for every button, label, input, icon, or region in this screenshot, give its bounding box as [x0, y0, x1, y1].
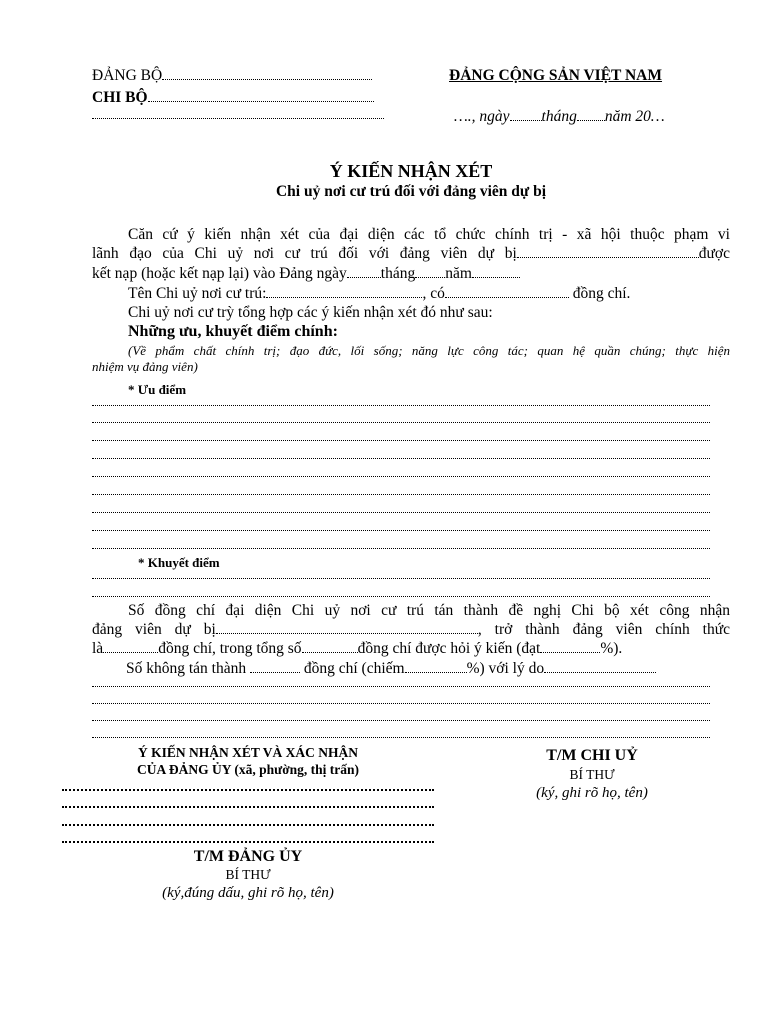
para2-text: đồng chí. [572, 285, 631, 302]
pros-line[interactable] [92, 494, 710, 495]
cons-label: * Khuyết điểm [138, 555, 220, 570]
date-year-label: năm 20… [604, 108, 665, 125]
strengths-heading: Những ưu, khuyết điểm chính: [128, 323, 338, 340]
para4-text: %). [600, 640, 623, 657]
para4-text: đảng viên dự bị [92, 621, 216, 638]
probationary-member-blank[interactable] [517, 245, 699, 258]
commune-opinion-subheading: CỦA ĐẢNG ỦY (xã, phường, thị trấn) [136, 762, 360, 777]
reason-line[interactable] [92, 720, 710, 721]
para1-line2 [92, 244, 730, 263]
cons-line[interactable] [92, 578, 710, 579]
pros-label: * Ưu điểm [128, 382, 187, 397]
header-extra-blank[interactable] [92, 118, 384, 119]
document-subtitle: Chi uỷ nơi cư trú đối với đảng viên dự bị [275, 183, 547, 200]
para1-text: được [698, 245, 730, 262]
party-committee-secretary: BÍ THƯ [225, 867, 271, 882]
probationary-name-blank[interactable] [216, 621, 478, 634]
para4-text: đồng chí được hỏi ý kiến (đạt [357, 640, 541, 657]
pros-line[interactable] [92, 476, 710, 477]
para4-text: , trở thành đảng viên chính thức [477, 621, 730, 638]
party-committee-line [92, 66, 372, 85]
note-line1: (Về phẩm chất chính trị; đạo đức, lối sống; năng lực công tác; quan hệ quần chúng; thực hiện [128, 343, 730, 358]
note-line2: nhiệm vụ đảng viên) [92, 359, 198, 374]
approve-count-blank[interactable] [103, 640, 158, 653]
residence-cell-label: Tên Chi uỷ nơi cư trú: [128, 285, 267, 302]
party-cell-blank[interactable] [148, 89, 374, 102]
para4-text: đồng chí, trong tổng số [158, 640, 302, 657]
commune-opinion-line[interactable] [62, 824, 434, 826]
para2-line [128, 284, 630, 303]
commune-opinion-line[interactable] [62, 806, 434, 808]
para5-text: %) với lý do [466, 660, 545, 677]
party-committee-blank[interactable] [162, 67, 372, 80]
admission-year-label: năm [445, 265, 472, 282]
approve-percent-blank[interactable] [540, 640, 600, 653]
pros-line[interactable] [92, 458, 710, 459]
date-day-blank[interactable] [510, 108, 542, 121]
para5-text: đồng chí (chiếm [303, 660, 405, 677]
reason-blank[interactable] [544, 660, 656, 673]
para1-text: lãnh đạo của Chi uỷ nơi cư trú đối với đảng viên dự bị [92, 245, 517, 262]
reason-line[interactable] [92, 703, 710, 704]
para3-line: Chi uỷ nơi cư trỳ tổng hợp các ý kiến nhận xét đó như sau: [128, 304, 493, 321]
para4-text: là [92, 640, 104, 657]
pros-line[interactable] [92, 530, 710, 531]
para5-line [126, 659, 656, 678]
reason-line[interactable] [92, 737, 710, 738]
commune-opinion-line[interactable] [62, 789, 434, 791]
date-month-blank[interactable] [577, 108, 605, 121]
party-committee-signature-note: (ký,đúng dấu, ghi rõ họ, tên) [162, 885, 334, 901]
para4-line1: Số đồng chí đại diện Chi uỷ nơi cư trú tán thành đề nghị Chi bộ xét công nhận [128, 602, 730, 619]
total-count-blank[interactable] [302, 640, 358, 653]
reason-line[interactable] [92, 686, 710, 687]
commune-opinion-heading: Ý KIẾN NHẬN XÉT VÀ XÁC NHẬN [137, 745, 359, 760]
admission-month-label: tháng [380, 265, 416, 282]
disapprove-percent-blank[interactable] [405, 660, 467, 673]
date-month-label: tháng [541, 108, 577, 125]
disapprove-count-blank[interactable] [250, 660, 300, 673]
document-title: Ý KIẾN NHẬN XÉT [329, 161, 493, 181]
pros-line[interactable] [92, 422, 710, 423]
para4-line3 [92, 639, 622, 658]
para2-text: , có [422, 285, 445, 302]
para1-line1: Căn cứ ý kiến nhận xét của đại diện các tổ chức chính trị - xã hội thuộc phạm vi [128, 226, 730, 243]
para1-line3 [92, 264, 520, 283]
date-day-label: …., ngày [454, 108, 510, 125]
date-line [454, 107, 665, 126]
pros-line[interactable] [92, 512, 710, 513]
pros-line[interactable] [92, 440, 710, 441]
admission-month-blank[interactable] [415, 265, 445, 278]
party-cell-label: CHI BỘ [92, 89, 148, 106]
admission-day-blank[interactable] [347, 265, 381, 278]
party-cell-line [92, 88, 374, 107]
party-name: ĐẢNG CỘNG SẢN VIỆT NAM [449, 67, 663, 84]
cell-committee-signature-title: T/M CHI UỶ [546, 747, 638, 764]
cell-committee-signature-note: (ký, ghi rõ họ, tên) [536, 785, 648, 801]
residence-cell-blank[interactable] [266, 285, 422, 298]
para4-line2 [92, 620, 730, 639]
disapprove-label: Số không tán thành [126, 660, 247, 677]
pros-line[interactable] [92, 548, 710, 549]
party-committee-signature-title: T/M ĐẢNG ỦY [193, 848, 303, 865]
member-count-blank[interactable] [445, 285, 569, 298]
cons-line[interactable] [92, 596, 710, 597]
commune-opinion-line[interactable] [62, 841, 434, 843]
cell-committee-secretary: BÍ THƯ [569, 767, 615, 782]
admission-year-blank[interactable] [472, 265, 520, 278]
admission-date-label: kết nạp (hoặc kết nạp lại) vào Đảng ngày [92, 265, 347, 282]
party-committee-label: ĐẢNG BỘ [92, 67, 163, 84]
pros-line[interactable] [92, 405, 710, 406]
